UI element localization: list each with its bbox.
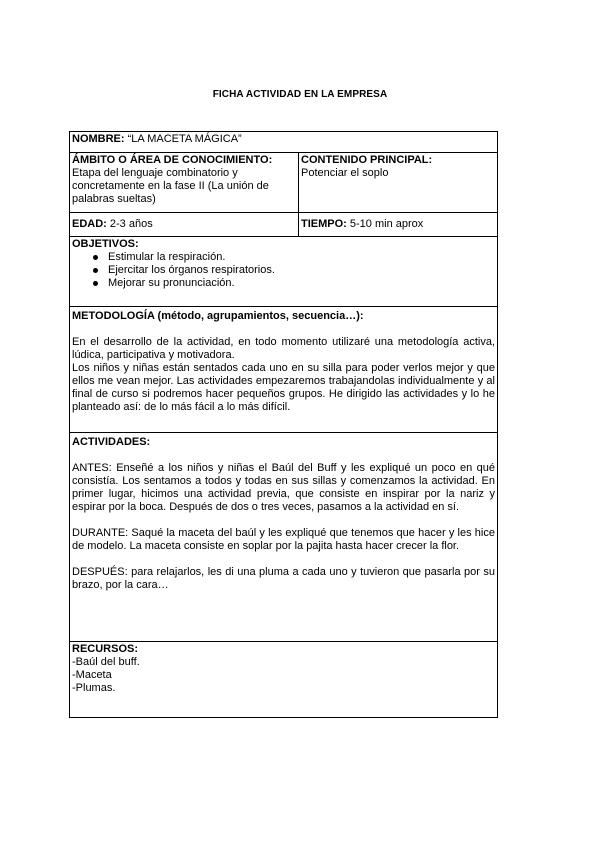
spacer bbox=[72, 449, 495, 462]
actividades-row bbox=[70, 433, 498, 642]
objetivos-row bbox=[70, 237, 498, 307]
contenido-label: CONTENIDO PRINCIPAL: bbox=[301, 154, 433, 166]
edad-cell bbox=[70, 213, 299, 237]
actividades-label: ACTIVIDADES: bbox=[72, 436, 151, 448]
tiempo-cell bbox=[299, 213, 498, 237]
recursos-label: RECURSOS: bbox=[72, 643, 139, 655]
page-title: FICHA ACTIVIDAD EN LA EMPRESA bbox=[212, 89, 388, 100]
objetivo-item: Ejercitar los órganos respiratorios. bbox=[108, 264, 495, 277]
objetivos-cell bbox=[70, 237, 498, 307]
recurso-item: -Plumas. bbox=[72, 682, 116, 694]
edad-row bbox=[70, 213, 498, 237]
nombre-row bbox=[70, 132, 498, 153]
actividades-antes: ANTES: Enseñé a los niños y niñas el Baúl del Buff y les expliqué un poco en qué consistía. Los sentamos a todos y todas en sus sillas y comenzamos la actividad. En primer lugar, hicimos una actividad previa, que consiste en inspirar por la nariz y espirar por la boca. Después de dos o tres veces, pasamos a la actividad en sí. bbox=[72, 462, 495, 513]
metodologia-cell bbox=[70, 307, 498, 433]
objetivo-item: Mejorar su pronunciación. bbox=[108, 277, 495, 290]
nombre-cell bbox=[70, 132, 498, 153]
spacer bbox=[72, 323, 495, 336]
ambito-value: Etapa del lenguaje combinatorio y concretamente en la fase II (La unión de palabras sueltas) bbox=[72, 167, 269, 205]
ambito-row bbox=[70, 153, 498, 213]
edad-value: 2-3 años bbox=[109, 217, 153, 230]
spacer bbox=[72, 553, 495, 566]
recursos-row bbox=[70, 642, 498, 718]
nombre-label: NOMBRE: bbox=[72, 133, 125, 145]
contenido-value: Potenciar el soplo bbox=[301, 167, 389, 179]
objetivos-list bbox=[72, 251, 495, 290]
actividades-despues: DESPUÉS: para relajarlos, les di una pluma a cada uno y tuvieron que pasarla por su brazo, por la cara… bbox=[72, 566, 495, 591]
recurso-item: -Maceta bbox=[72, 669, 112, 681]
objetivo-item: Estimular la respiración. bbox=[108, 251, 495, 264]
edad-label: EDAD: bbox=[72, 217, 107, 230]
metodologia-paragraph: En el desarrollo de la actividad, en todo momento utilizaré una metodología activa, lúdica, participativa y motivadora. bbox=[72, 336, 495, 361]
recursos-cell bbox=[70, 642, 498, 718]
metodologia-label: METODOLOGÍA (método, agrupamientos, secuencia…): bbox=[72, 310, 364, 322]
ambito-label: ÁMBITO O ÁREA DE CONOCIMIENTO: bbox=[72, 154, 273, 166]
metodologia-row bbox=[70, 307, 498, 433]
tiempo-value: 5-10 min aprox bbox=[349, 217, 424, 230]
recurso-item: -Baúl del buff. bbox=[72, 656, 140, 668]
activity-sheet-table bbox=[69, 131, 498, 718]
ambito-cell bbox=[70, 153, 299, 213]
tiempo-label: TIEMPO: bbox=[301, 217, 347, 230]
metodologia-paragraph: Los niños y niñas están sentados cada uno en su silla para poder verlos mejor y que ellos me vean mejor. Las actividades empezaremos trabajandolas individualmente y al final de curso si podremos hacer pequeños grupos. He dirigido las actividades y lo he planteado así: de lo más fácil a lo más difícil. bbox=[72, 362, 495, 413]
spacer bbox=[72, 514, 495, 527]
actividades-durante: DURANTE: Saqué la maceta del baúl y les expliqué que tenemos que hacer y les hice de modelo. La maceta consiste en soplar por la pajita hasta hacer crecer la flor. bbox=[72, 527, 495, 552]
actividades-cell bbox=[70, 433, 498, 642]
contenido-cell bbox=[299, 153, 498, 213]
objetivos-label: OBJETIVOS: bbox=[72, 238, 139, 250]
nombre-value: “LA MACETA MÁGICA” bbox=[127, 133, 242, 145]
